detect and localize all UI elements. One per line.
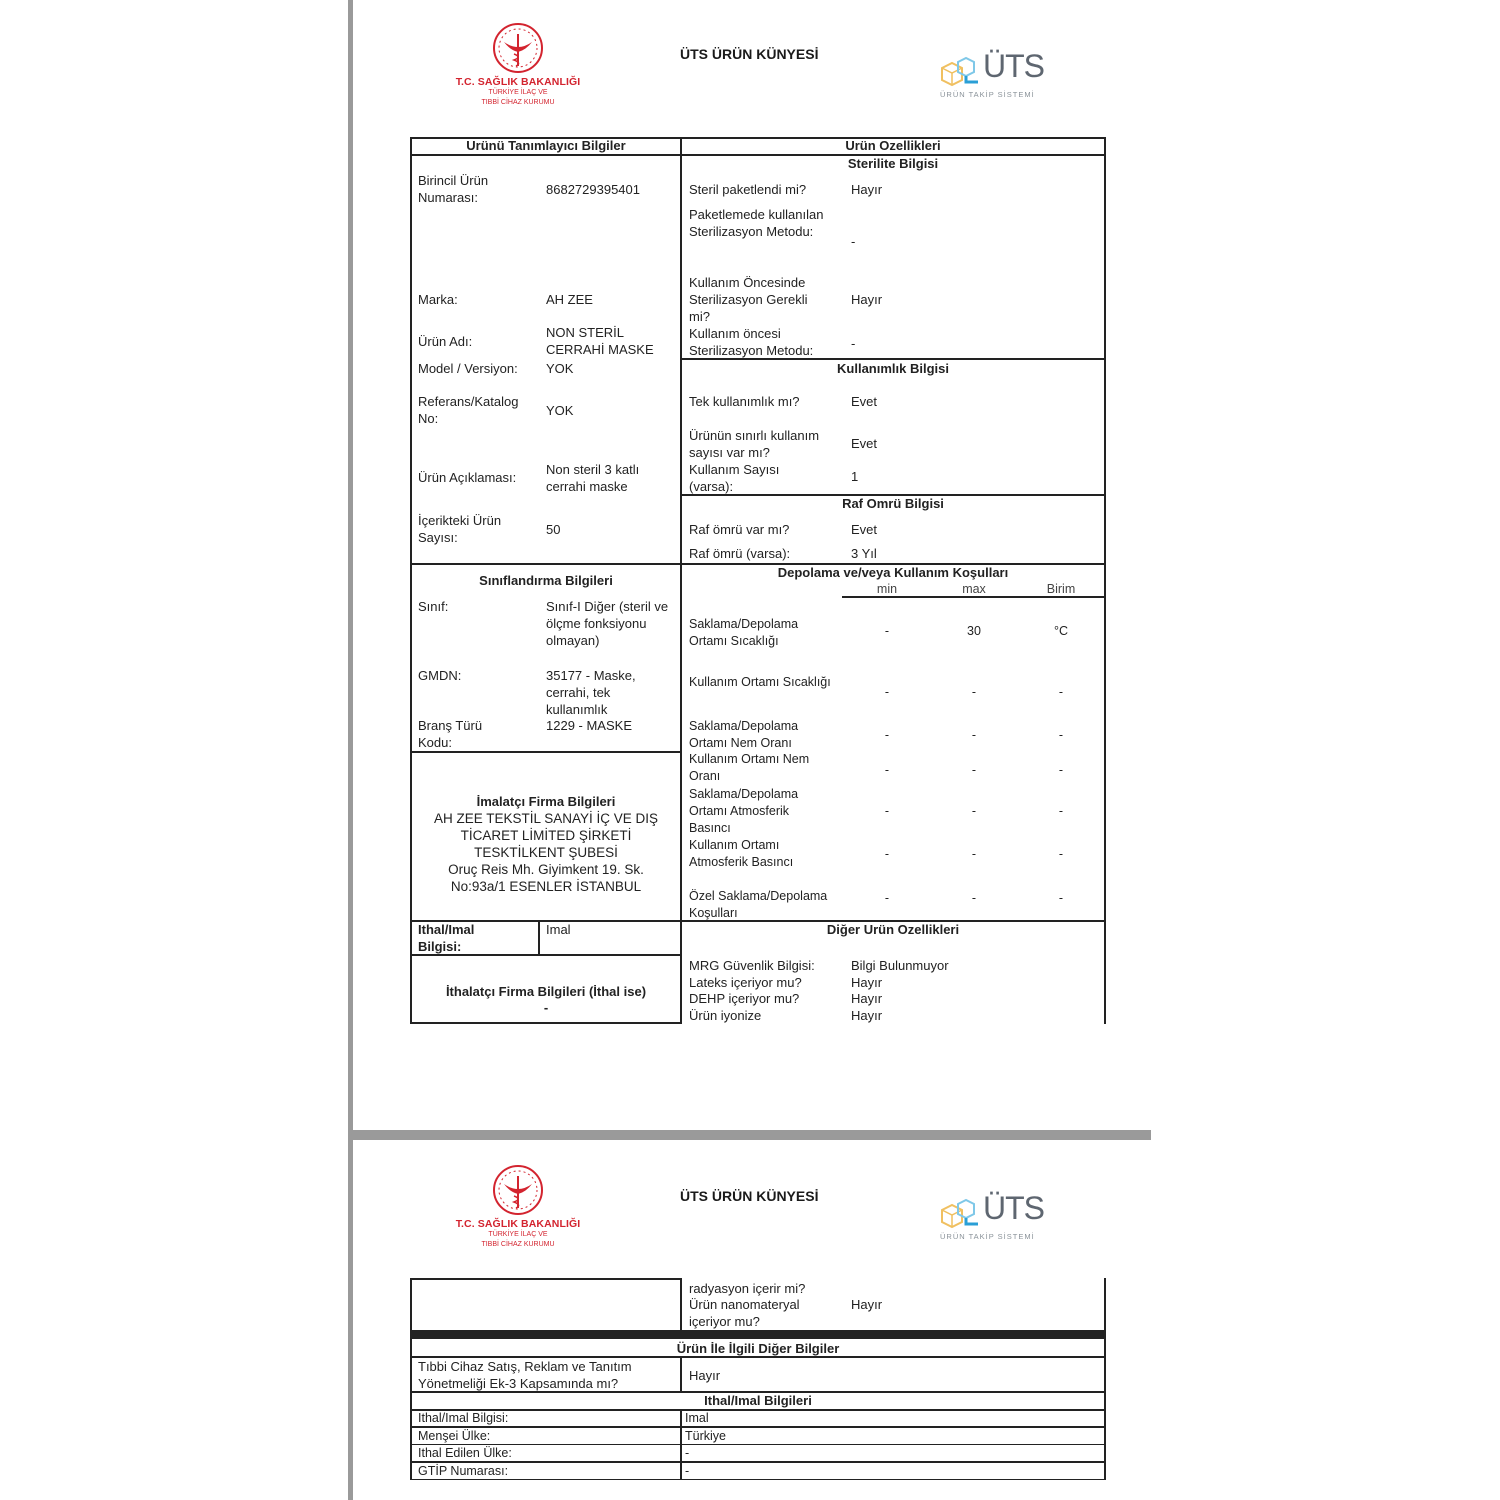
- sterile-packed-label: Steril paketlendi mi?: [689, 182, 807, 197]
- condition-label: Saklama/Depolama Ortamı Atmosferik Basıncı: [689, 787, 799, 835]
- brand-value: AH ZEE: [546, 292, 593, 307]
- sterility-heading: Sterilite Bilgisi: [847, 156, 939, 171]
- ek3-value: Hayır: [689, 1368, 721, 1383]
- divider: [410, 1278, 682, 1280]
- divider: [410, 1479, 1106, 1481]
- ionizing-value: Hayır: [851, 1008, 883, 1023]
- ministry-sub-1: TÜRKİYE İLAÇ VE: [488, 89, 548, 96]
- shelf-life-heading: Raf Omrü Bilgisi: [842, 496, 944, 511]
- packaging-method-value: -: [851, 234, 856, 249]
- product-name-value: NON STERİL CERRAHİ MASKE: [546, 325, 654, 357]
- ministry-logo: [448, 1164, 588, 1250]
- import-detail-label: GTİP Numarası:: [418, 1463, 509, 1478]
- ionizing-continued-label: radyasyon içerir mi?: [689, 1281, 806, 1296]
- importer-heading: İthalatçı Firma Bilgileri (İthal ise): [445, 984, 647, 999]
- table-right-border: [1104, 137, 1106, 1024]
- uts-logo-subtitle: ÜRÜN TAKİP SİSTEMİ: [940, 90, 1035, 99]
- class-label: Sınıf:: [418, 599, 449, 614]
- divider: [410, 954, 682, 956]
- condition-min-value: -: [884, 624, 890, 638]
- table-right-border: [1104, 1278, 1106, 1480]
- single-use-value: Evet: [851, 394, 878, 409]
- import-info-value: Imal: [546, 922, 571, 937]
- divider: [410, 1426, 1106, 1428]
- uts-cubes-icon: [938, 1196, 988, 1232]
- ministry-logo: [448, 22, 588, 108]
- manufacturer-heading: İmalatçı Firma Bilgileri: [476, 794, 616, 809]
- divider: [680, 1356, 682, 1392]
- dehp-label: DEHP içeriyor mu?: [689, 991, 800, 1006]
- uts-cubes-icon: [938, 54, 988, 90]
- table-left-border: [410, 1278, 412, 1480]
- divider: [410, 751, 682, 753]
- divider: [680, 1409, 682, 1480]
- shelf-life-value: 3 Yıl: [851, 546, 877, 561]
- condition-label: Kullanım Ortamı Sıcaklığı: [689, 675, 831, 689]
- primary-number-label: Birincil Ürün Numarası:: [418, 173, 489, 205]
- brand-label: Marka:: [418, 292, 458, 307]
- divider: [410, 563, 682, 565]
- model-value: YOK: [546, 361, 574, 376]
- divider: [842, 596, 1106, 598]
- page-header: [410, 22, 1110, 142]
- class-value: Sınıf-I Diğer (steril ve ölçme fonksiyonu olmayan): [546, 599, 669, 648]
- condition-unit-value: -: [1058, 728, 1064, 742]
- divider: [410, 1409, 1106, 1411]
- import-detail-value: Türkiye: [685, 1428, 726, 1443]
- import-detail-label: Ithal/Imal Bilgisi:: [418, 1411, 509, 1425]
- latex-label: Lateks içeriyor mu?: [689, 975, 802, 990]
- condition-max-value: -: [971, 847, 977, 861]
- divider: [410, 1022, 682, 1024]
- divider: [538, 920, 540, 956]
- mrg-label: MRG Güvenlik Bilgisi:: [689, 958, 815, 973]
- ministry-emblem-icon: [490, 1164, 546, 1216]
- content-count-label: İçerikteki Ürün Sayısı:: [418, 513, 502, 545]
- classification-heading: Sınıflandırma Bilgileri: [479, 573, 613, 588]
- condition-min-value: -: [884, 685, 890, 699]
- col-max-header: max: [962, 582, 986, 596]
- manufacturer-name: AH ZEE TEKSTİL SANAYİ İÇ VE DIŞ TİCARET LİMİTED ŞİRKETİ TESKTİLKENT ŞUBESİ: [433, 811, 659, 860]
- pre-use-sterilization-value: Hayır: [851, 292, 883, 307]
- condition-max-value: -: [971, 763, 977, 777]
- condition-min-value: -: [884, 891, 890, 905]
- col-min-header: min: [876, 582, 898, 596]
- features-heading: Urün Ozellikleri: [845, 138, 941, 153]
- ministry-name: T.C. SAĞLIK BAKANLIĞI: [455, 1218, 581, 1230]
- condition-min-value: -: [884, 804, 890, 818]
- condition-min-value: -: [884, 728, 890, 742]
- condition-unit-value: -: [1058, 685, 1064, 699]
- condition-unit-value: -: [1058, 804, 1064, 818]
- page-title: ÜTS ÜRÜN KÜNYESİ: [680, 46, 819, 62]
- shelf-life-label: Raf ömrü (varsa):: [689, 546, 791, 561]
- import-detail-label: Menşei Ülke:: [418, 1428, 491, 1443]
- use-count-value: 1: [851, 469, 859, 484]
- viewer-left-border: [348, 0, 353, 1500]
- dehp-value: Hayır: [851, 991, 883, 1006]
- reference-value: YOK: [546, 403, 574, 418]
- pre-use-sterilization-label: Kullanım Öncesinde Sterilizasyon Gerekli mi?: [689, 275, 808, 324]
- single-use-label: Tek kullanımlık mı?: [689, 394, 800, 409]
- condition-label: Saklama/Depolama Ortamı Sıcaklığı: [689, 617, 799, 648]
- col-unit-header: Birim: [1046, 582, 1076, 596]
- condition-unit-value: -: [1058, 847, 1064, 861]
- pre-use-method-value: -: [851, 336, 856, 351]
- page-separator: [348, 1130, 1151, 1140]
- mrg-value: Bilgi Bulunmuyor: [851, 958, 949, 973]
- condition-unit-value: -: [1058, 891, 1064, 905]
- import-details-heading: Ithal/Imal Bilgileri: [704, 1393, 812, 1408]
- branch-label: Branş Türü Kodu:: [418, 718, 483, 750]
- condition-label: Kullanım Ortamı Atmosferik Basıncı: [689, 838, 794, 869]
- ek3-label: Tıbbi Cihaz Satış, Reklam ve Tanıtım Yönetmeliği Ek-3 Kapsamında mı?: [418, 1359, 632, 1391]
- usage-heading: Kullanımlık Bilgisi: [837, 361, 949, 376]
- importer-value: -: [543, 1000, 549, 1015]
- product-name-label: Ürün Adı:: [418, 334, 473, 349]
- import-detail-value: -: [685, 1446, 690, 1460]
- pre-use-method-label: Kullanım öncesi Sterilizasyon Metodu:: [689, 326, 814, 358]
- limited-use-value: Evet: [851, 436, 878, 451]
- ministry-sub-2: TIBBİ CİHAZ KURUMU: [481, 1241, 555, 1248]
- condition-unit-value: °C: [1053, 624, 1069, 638]
- uts-logo-text: ÜTS: [983, 1190, 1044, 1226]
- content-count-value: 50: [546, 522, 561, 537]
- condition-max-value: 30: [967, 624, 981, 638]
- condition-unit-value: -: [1058, 763, 1064, 777]
- divider: [410, 1444, 1106, 1446]
- condition-label: Kullanım Ortamı Nem Oranı: [689, 752, 810, 783]
- ionizing-label: Ürün iyonize: [689, 1008, 762, 1023]
- import-detail-label: Ithal Edilen Ülke:: [418, 1446, 512, 1460]
- condition-max-value: -: [971, 891, 977, 905]
- other-features-heading: Diğer Urün Ozellikleri: [826, 922, 960, 937]
- gmdn-value: 35177 - Maske, cerrahi, tek kullanımlık: [546, 668, 636, 717]
- description-value: Non steril 3 katlı cerrahi maske: [546, 462, 640, 494]
- limited-use-label: Ürünün sınırlı kullanım sayısı var mı?: [689, 428, 820, 460]
- uts-logo-text: ÜTS: [983, 48, 1044, 84]
- nano-value: Hayır: [851, 1297, 883, 1312]
- other-info-heading: Ürün İle İlgili Diğer Bilgiler: [676, 1341, 840, 1356]
- condition-label: Saklama/Depolama Ortamı Nem Oranı: [689, 719, 799, 750]
- page-title: ÜTS ÜRÜN KÜNYESİ: [680, 1188, 819, 1204]
- gmdn-label: GMDN:: [418, 668, 462, 683]
- description-label: Ürün Açıklaması:: [418, 470, 517, 485]
- uts-logo-subtitle: ÜRÜN TAKİP SİSTEMİ: [940, 1232, 1035, 1241]
- ministry-name: T.C. SAĞLIK BAKANLIĞI: [455, 76, 581, 88]
- import-info-label: Ithal/Imal Bilgisi:: [418, 922, 475, 954]
- condition-min-value: -: [884, 847, 890, 861]
- condition-label: Özel Saklama/Depolama Koşulları: [689, 889, 828, 920]
- conditions-heading: Depolama ve/veya Kullanım Koşulları: [777, 565, 1009, 580]
- sterile-packed-value: Hayır: [851, 182, 883, 197]
- page-header-2: [410, 1164, 1110, 1284]
- use-count-label: Kullanım Sayısı (varsa):: [689, 462, 780, 494]
- condition-min-value: -: [884, 763, 890, 777]
- reference-label: Referans/Katalog No:: [418, 394, 519, 426]
- branch-value: 1229 - MASKE: [546, 718, 632, 733]
- primary-number-value: 8682729395401: [546, 182, 640, 197]
- divider: [410, 154, 682, 156]
- condition-max-value: -: [971, 804, 977, 818]
- import-detail-value: Imal: [685, 1411, 709, 1425]
- condition-max-value: -: [971, 685, 977, 699]
- ministry-emblem-icon: [490, 22, 546, 74]
- thick-divider: [410, 1330, 1106, 1339]
- divider: [410, 1461, 1106, 1463]
- ministry-sub-2: TIBBİ CİHAZ KURUMU: [481, 99, 555, 106]
- ministry-sub-1: TÜRKİYE İLAÇ VE: [488, 1231, 548, 1238]
- packaging-method-label: Paketlemede kullanılan Sterilizasyon Metodu:: [689, 207, 824, 239]
- import-detail-value: -: [685, 1463, 690, 1478]
- identification-heading: Urünü Tanımlayıcı Bilgiler: [466, 138, 626, 153]
- condition-max-value: -: [971, 728, 977, 742]
- divider: [680, 1278, 682, 1332]
- manufacturer-address: Oruç Reis Mh. Giyimkent 19. Sk. No:93a/1 ESENLER İSTANBUL: [448, 862, 644, 894]
- shelf-life-exists-label: Raf ömrü var mı?: [689, 522, 790, 537]
- shelf-life-exists-value: Evet: [851, 522, 878, 537]
- model-label: Model / Versiyon:: [418, 361, 518, 376]
- latex-value: Hayır: [851, 975, 883, 990]
- nano-label: Ürün nanomateryal içeriyor mu?: [689, 1297, 800, 1329]
